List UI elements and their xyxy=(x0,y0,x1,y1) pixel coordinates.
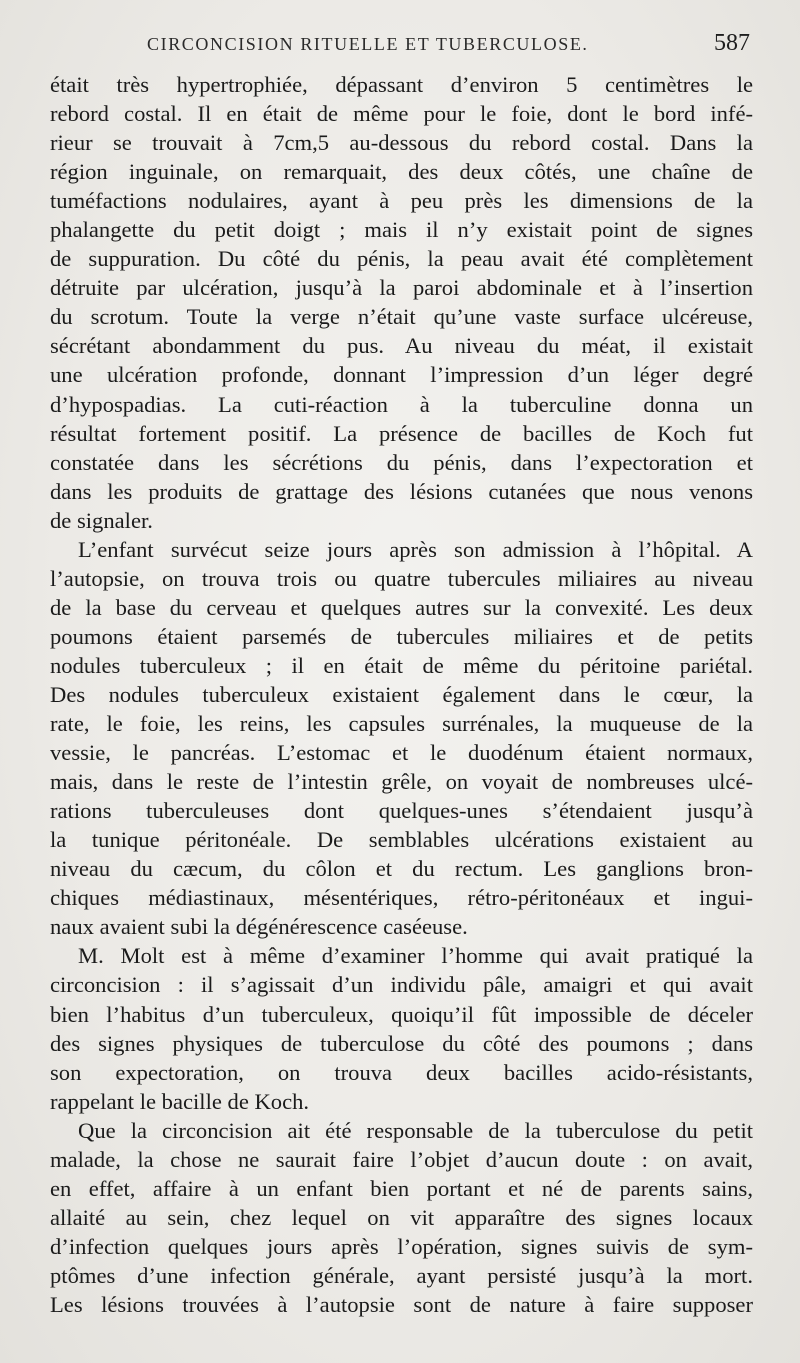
text-line: sécrétant abondamment du pus. Au niveau du méat, il existait xyxy=(50,333,753,359)
text-line: chiques médiastinaux, mésentériques, rétro-péritonéaux et ingui- xyxy=(50,885,753,911)
text-line: vessie, le pancréas. L’estomac et le duodénum étaient normaux, xyxy=(50,740,753,766)
text-line: circoncision : il s’agissait d’un individu pâle, amaigri et qui avait xyxy=(50,972,753,998)
text-line: constatée dans les sécrétions du pénis, dans l’expectoration et xyxy=(50,449,753,475)
text-line: Les lésions trouvées à l’autopsie sont de nature à faire supposer xyxy=(50,1291,753,1317)
text-line: de suppuration. Du côté du pénis, la peau avait été complètement xyxy=(50,246,753,272)
text-line: son expectoration, on trouva deux bacilles acido-résistants, xyxy=(50,1059,753,1085)
text-line: Des nodules tuberculeux existaient également dans le cœur, la xyxy=(50,681,753,707)
paragraph-end-line: rappelant le bacille de Koch. xyxy=(50,1088,310,1114)
text-line: niveau du cæcum, du côlon et du rectum. Les ganglions bron- xyxy=(50,856,753,882)
paragraph-end-line: de signaler. xyxy=(50,507,153,533)
text-line: malade, la chose ne saurait faire l’objet d’aucun doute : on avait, xyxy=(50,1146,753,1172)
text-line: résultat fortement positif. La présence de bacilles de Koch fut xyxy=(50,420,753,446)
text-line: ptômes d’une infection générale, ayant persisté jusqu’à la mort. xyxy=(50,1262,753,1288)
text-line: d’infection quelques jours après l’opération, signes suivis de sym- xyxy=(50,1233,753,1259)
text-line: des signes physiques de tuberculose du côté des poumons ; dans xyxy=(50,1030,753,1056)
text-line: la tunique péritonéale. De semblables ulcérations existaient au xyxy=(50,827,753,853)
text-line: rations tuberculeuses dont quelques-unes s’étendaient jusqu’à xyxy=(50,798,753,824)
text-line: était très hypertrophiée, dépassant d’environ 5 centimètres le xyxy=(50,72,753,97)
paragraph-end-line: naux avaient subi la dégénérescence caséeuse. xyxy=(50,914,468,940)
text-line: poumons étaient parsemés de tubercules miliaires et de petits xyxy=(50,623,753,649)
text-line: rate, le foie, les reins, les capsules surrénales, la muqueuse de la xyxy=(50,711,753,737)
body-text xyxy=(50,70,753,1319)
page-header xyxy=(147,30,750,64)
text-line: rebord costal. Il en était de même pour le foie, dont le bord infé- xyxy=(50,101,753,127)
text-line: bien l’habitus d’un tuberculeux, quoiqu’il fût impossible de déceler xyxy=(50,1001,753,1027)
text-line: de la base du cerveau et quelques autres sur la convexité. Les deux xyxy=(50,594,753,620)
page-number: 587 xyxy=(714,30,750,56)
text-line: du scrotum. Toute la verge n’était qu’une vaste surface ulcéreuse, xyxy=(50,304,753,330)
text-line: rieur se trouvait à 7cm,5 au-dessous du rebord costal. Dans la xyxy=(50,130,753,156)
running-title: CIRCONCISION RITUELLE ET TUBERCULOSE. xyxy=(147,34,589,54)
text-line: phalangette du petit doigt ; mais il n’y existait point de signes xyxy=(50,217,753,243)
text-line: nodules tuberculeux ; il en était de même du péritoine pariétal. xyxy=(50,652,753,678)
text-line: allaité au sein, chez lequel on vit apparaître des signes locaux xyxy=(50,1204,753,1230)
text-line: en effet, affaire à un enfant bien portant et né de parents sains, xyxy=(50,1175,753,1201)
text-line: détruite par ulcération, jusqu’à la paroi abdominale et à l’insertion xyxy=(50,275,753,301)
paragraph-start-line: L’enfant survécut seize jours après son admission à l’hôpital. A xyxy=(78,536,753,562)
text-line: l’autopsie, on trouva trois ou quatre tubercules miliaires au niveau xyxy=(50,565,753,591)
text-line: tuméfactions nodulaires, ayant à peu près les dimensions de la xyxy=(50,188,753,214)
text-line: région inguinale, on remarquait, des deux côtés, une chaîne de xyxy=(50,159,753,185)
paragraph-start-line: Que la circoncision ait été responsable de la tuberculose du petit xyxy=(78,1117,753,1143)
text-line: d’hypospadias. La cuti-réaction à la tuberculine donna un xyxy=(50,391,753,417)
text-line: mais, dans le reste de l’intestin grêle, on voyait de nombreuses ulcé- xyxy=(50,769,753,795)
paragraph-start-line: M. Molt est à même d’examiner l’homme qui avait pratiqué la xyxy=(78,943,753,969)
text-line: dans les produits de grattage des lésions cutanées que nous venons xyxy=(50,478,753,504)
text-line: une ulcération profonde, donnant l’impression d’un léger degré xyxy=(50,362,753,388)
